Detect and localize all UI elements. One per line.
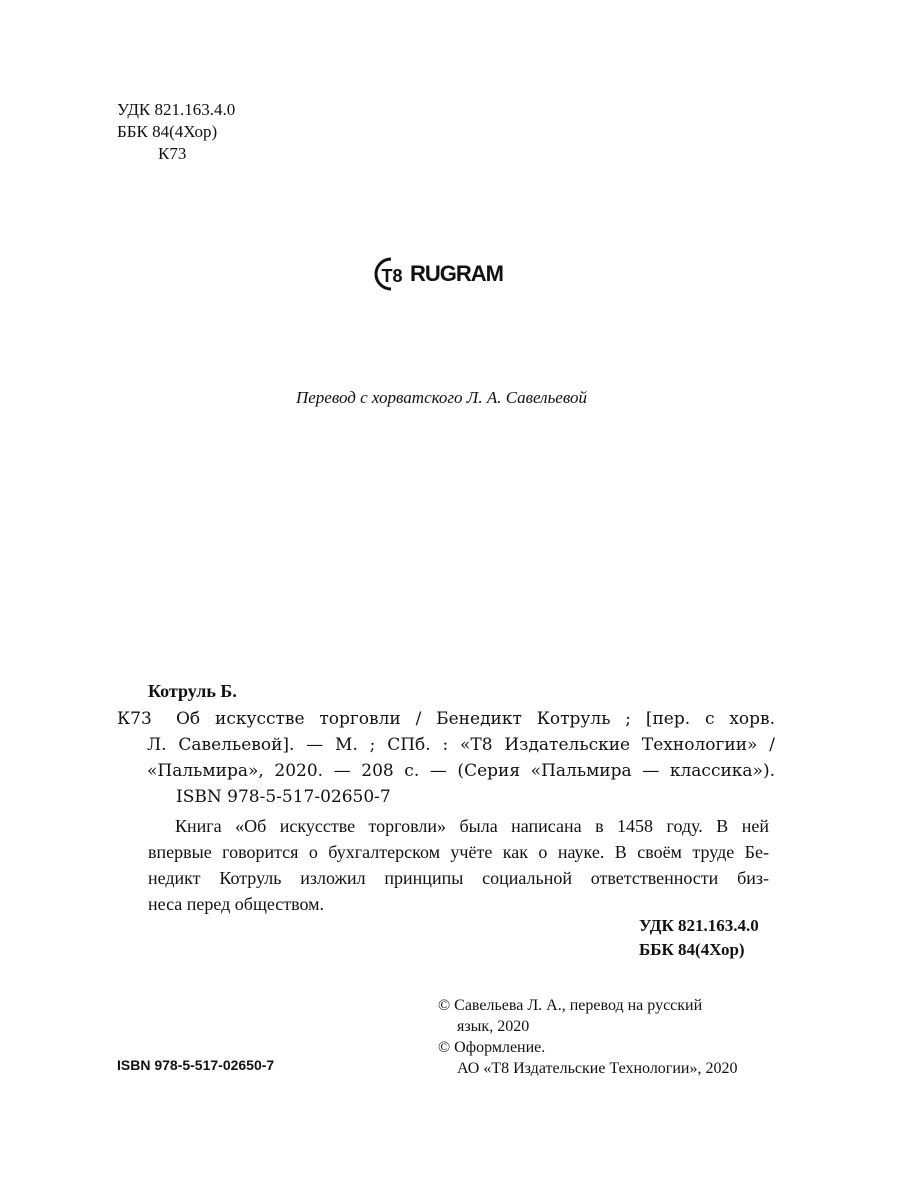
copyright-translation-cont: язык, 2020 (457, 1018, 530, 1035)
logo-mark-text: T8 (381, 266, 403, 286)
logo-wordmark: RUGRAM (410, 261, 503, 286)
publisher-logo (371, 256, 503, 292)
catalog-author-heading: Котруль Б. (148, 681, 237, 701)
annotation-line: Книга «Об искусстве торговли» была написана в 1458 году. В ней (175, 816, 769, 836)
bib-line: Об искусстве торговли / Бенедикт Котруль ; [пер. с хорв. (176, 709, 775, 729)
translator-note: Перевод с хорватского Л. А. Савельевой (295, 388, 588, 407)
bib-line: «Пальмира», 2020. — 208 с. — (Серия «Пальмира — классика»). (147, 761, 775, 781)
isbn-bottom: ISBN 978-5-517-02650-7 (117, 1057, 275, 1073)
annotation-line: впервые говорится о бухгалтерском учёте как о науке. В своём труде Бе- (148, 842, 769, 862)
classification-codes-top (117, 99, 235, 165)
udk-code: УДК 821.163.4.0 (117, 100, 236, 119)
annotation-line: недикт Котруль изложил принципы социальной ответственности биз- (148, 868, 769, 888)
bbk-code-bold: ББК 84(4Хор) (639, 940, 745, 959)
catalog-isbn: ISBN 978-5-517-02650-7 (176, 787, 391, 807)
copyright-design: © Оформление. (438, 1039, 546, 1056)
annotation-line: неса перед обществом. (148, 894, 325, 914)
t8-logo-icon (371, 256, 407, 292)
bib-line: Л. Савельевой]. — М. ; СПб. : «Т8 Издательские Технологии» / (147, 735, 775, 755)
bbk-code: ББК 84(4Хор) (117, 122, 218, 141)
annotation (148, 813, 769, 917)
classification-codes-bottom (639, 914, 759, 962)
copyright-translation: © Савельева Л. А., перевод на русский (438, 997, 703, 1014)
copyright-design-cont: АО «Т8 Издательские Технологии», 2020 (457, 1060, 738, 1077)
catalog-code: К73 (117, 709, 152, 729)
copyright-block (438, 995, 738, 1079)
udk-code-bold: УДК 821.163.4.0 (639, 916, 759, 935)
author-mark: К73 (158, 144, 187, 163)
bibliographic-description (147, 706, 775, 784)
